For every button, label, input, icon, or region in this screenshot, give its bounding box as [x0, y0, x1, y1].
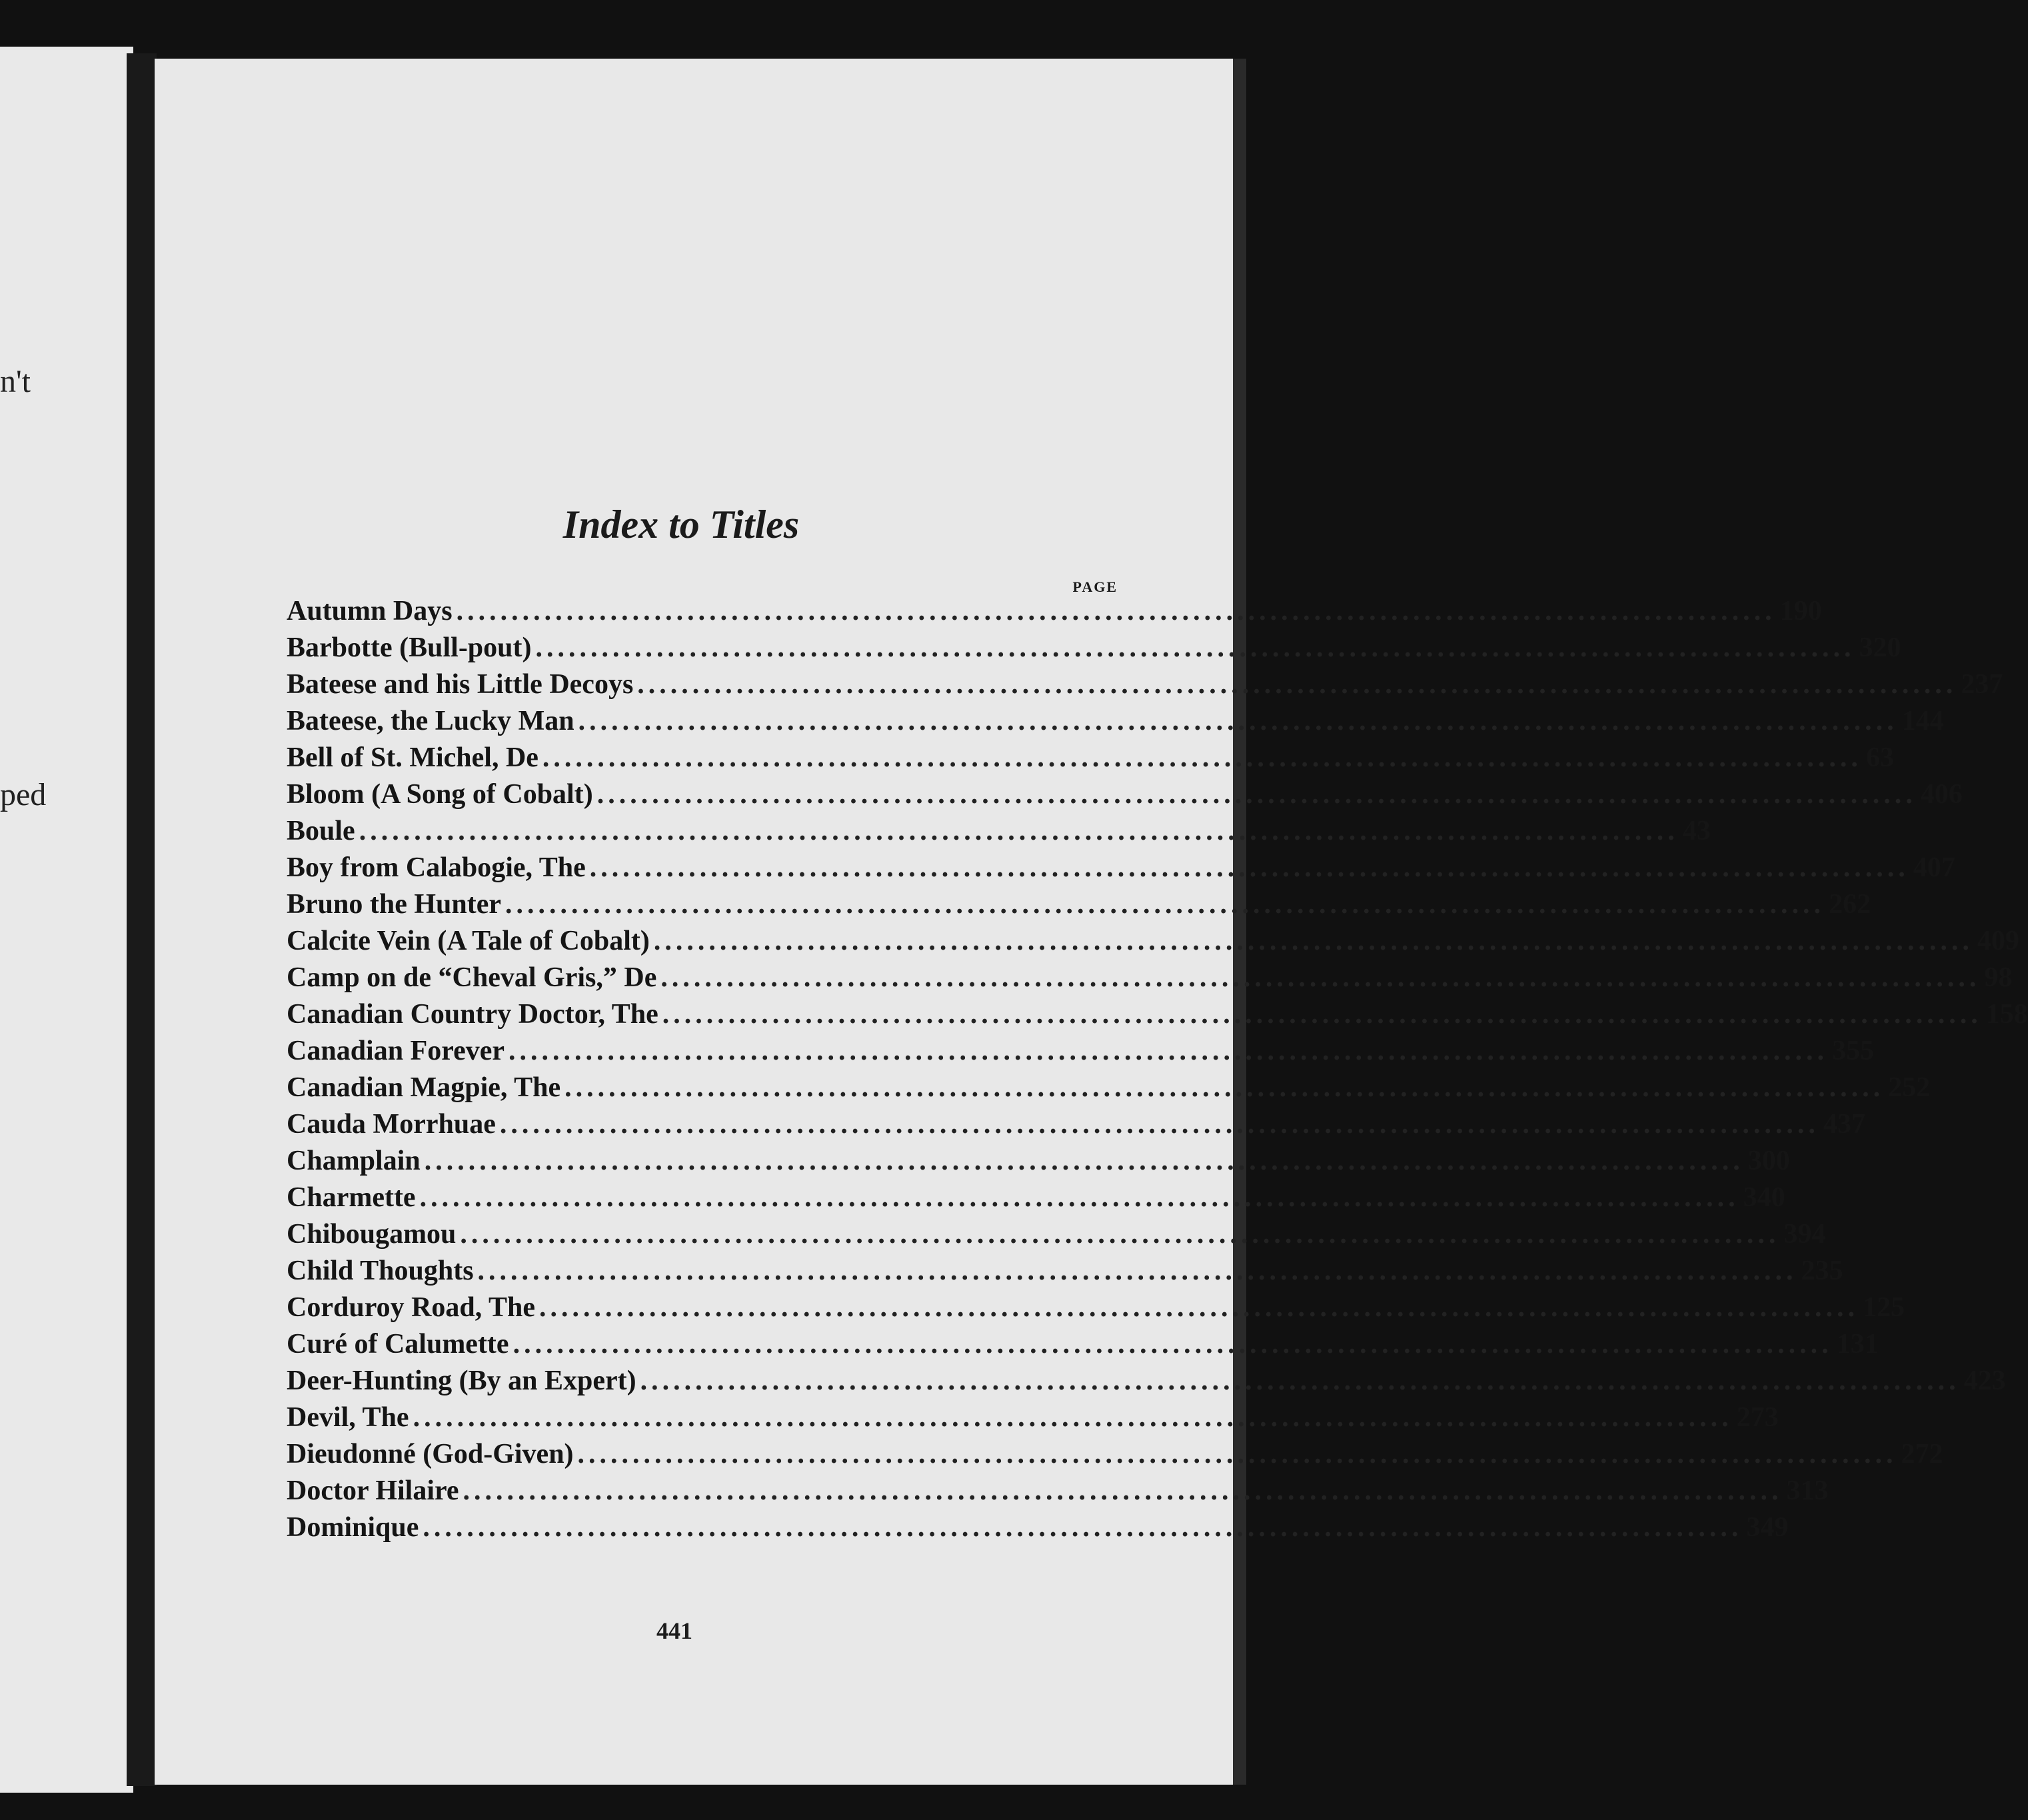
- entry-page-number: 43: [1682, 816, 1711, 846]
- title-index-list: [287, 595, 2028, 1548]
- entry-title: Bell of St. Michel, De: [287, 742, 538, 773]
- entry-title: Boule: [287, 816, 355, 846]
- entry-title: Bateese, the Lucky Man: [287, 706, 574, 736]
- entry-page-number: 409: [1977, 926, 2019, 956]
- entry-title: Dominique: [287, 1512, 419, 1543]
- entry-page-number: 273: [1736, 1402, 1779, 1433]
- entry-title: Calcite Vein (A Tale of Cobalt): [287, 926, 650, 956]
- index-entry: [287, 1108, 1865, 1145]
- index-entry: [287, 962, 2013, 998]
- index-entry: [287, 595, 1822, 632]
- index-entry: [287, 778, 1963, 815]
- entry-title: Child Thoughts: [287, 1256, 474, 1286]
- dot-leader: ........................................................................................................................: [653, 926, 1973, 956]
- dot-leader: ........................................................................................................................: [578, 706, 1898, 736]
- index-entry: [287, 1255, 1843, 1292]
- entry-page-number: 125: [1863, 1292, 1905, 1323]
- index-entry: [287, 815, 1711, 852]
- index-entry: [287, 742, 1894, 778]
- entry-title: Dieudonné (God-Given): [287, 1439, 574, 1469]
- index-entry: [287, 888, 1871, 925]
- entry-title: Bruno the Hunter: [287, 889, 502, 920]
- index-entry: [287, 1401, 1779, 1438]
- entry-title: Deer-Hunting (By an Expert): [287, 1365, 636, 1396]
- dot-leader: ........................................................................................................................: [662, 999, 1982, 1030]
- entry-title: Canadian Country Doctor, The: [287, 999, 658, 1030]
- dot-leader: ........................................................................................................................: [359, 816, 1679, 846]
- dot-leader: ........................................................................................................................: [499, 1109, 1819, 1140]
- left-page: [0, 47, 133, 1793]
- index-entry: [287, 1292, 1905, 1328]
- entry-title: Bateese and his Little Decoys: [287, 669, 634, 700]
- dot-leader: ........................................................................................................................: [512, 1329, 1833, 1360]
- book-spine: [127, 53, 157, 1786]
- entry-page-number: 406: [1920, 779, 1963, 810]
- dot-leader: ........................................................................................................................: [413, 1402, 1733, 1433]
- entry-page-number: 158: [1985, 999, 2028, 1030]
- dot-leader: ........................................................................................................................: [424, 1146, 1744, 1176]
- index-entry: [287, 1035, 1875, 1072]
- entry-page-number: 190: [1779, 596, 1822, 626]
- entry-page-number: 252: [1888, 1072, 1931, 1103]
- index-entry: [287, 1365, 2006, 1401]
- entry-page-number: 313: [1786, 1475, 1829, 1506]
- index-entry: [287, 1145, 1790, 1182]
- entry-page-number: 423: [1963, 1365, 2006, 1396]
- entry-page-number: 63: [1865, 742, 1894, 773]
- dot-leader: ........................................................................................................................: [577, 1439, 1897, 1469]
- dot-leader: ........................................................................................................................: [535, 632, 1855, 663]
- page-title: Index to Titles: [562, 502, 800, 546]
- dot-leader: ........................................................................................................................: [477, 1256, 1797, 1286]
- entry-title: Charmette: [287, 1182, 416, 1213]
- entry-title: Camp on de “Cheval Gris,” De: [287, 962, 657, 993]
- entry-page-number: 272: [1901, 1439, 1943, 1469]
- entry-page-number: 320: [1859, 632, 1901, 663]
- left-page-text-fragment: ped: [0, 777, 47, 812]
- entry-title: Canadian Forever: [287, 1036, 505, 1066]
- index-entry: [287, 1475, 1829, 1511]
- entry-page-number: 98: [1984, 962, 2013, 993]
- right-page: [155, 59, 2028, 1785]
- dot-leader: ........................................................................................................................: [456, 596, 1776, 626]
- dot-leader: ........................................................................................................................: [505, 889, 1825, 920]
- entry-title: Boy from Calabogie, The: [287, 852, 586, 883]
- index-entry: [287, 632, 1901, 668]
- entry-page-number: 340: [1743, 1182, 1785, 1213]
- entry-title: Corduroy Road, The: [287, 1292, 536, 1323]
- entry-page-number: 144: [1901, 706, 1944, 736]
- dot-leader: ........................................................................................................................: [564, 1072, 1885, 1103]
- entry-title: Canadian Magpie, The: [287, 1072, 561, 1103]
- index-entry: [287, 1511, 1789, 1548]
- index-entry: [287, 668, 2003, 705]
- dot-leader: ........................................................................................................................: [463, 1475, 1783, 1506]
- entry-title: Autumn Days: [287, 596, 453, 626]
- dot-leader: ........................................................................................................................: [596, 779, 1917, 810]
- dot-leader: ........................................................................................................................: [640, 1365, 1960, 1396]
- entry-page-number: 262: [1829, 889, 1871, 920]
- entry-title: Devil, The: [287, 1402, 409, 1433]
- dot-leader: ........................................................................................................................: [542, 742, 1862, 773]
- page-column-header: PAGE: [1072, 578, 1118, 595]
- entry-page-number: 394: [1783, 1219, 1826, 1250]
- entry-title: Chibougamou: [287, 1219, 457, 1250]
- dot-leader: ........................................................................................................................: [660, 962, 1981, 993]
- left-page-text-fragment: n't: [0, 364, 31, 399]
- entry-page-number: 407: [1913, 852, 1955, 883]
- entry-title: Curé of Calumette: [287, 1329, 509, 1360]
- dot-leader: ........................................................................................................................: [460, 1219, 1780, 1250]
- entry-page-number: 349: [1746, 1512, 1789, 1543]
- index-entry: [287, 852, 1955, 888]
- index-entry: [287, 925, 2019, 962]
- index-entry: [287, 705, 1944, 742]
- index-entry: [287, 1182, 1785, 1218]
- index-entry: [287, 998, 2028, 1035]
- dot-leader: ........................................................................................................................: [423, 1512, 1743, 1543]
- entry-title: Barbotte (Bull-pout): [287, 632, 532, 663]
- entry-page-number: 235: [1801, 1256, 1843, 1286]
- index-entry: [287, 1438, 1943, 1475]
- entry-page-number: 131: [1836, 1329, 1879, 1360]
- entry-title: Cauda Morrhuae: [287, 1109, 496, 1140]
- index-entry: [287, 1072, 1931, 1108]
- entry-title: Bloom (A Song of Cobalt): [287, 779, 593, 810]
- dot-leader: ........................................................................................................................: [508, 1036, 1829, 1066]
- entry-page-number: 437: [1823, 1109, 1865, 1140]
- index-entry: [287, 1218, 1826, 1255]
- entry-page-number: 237: [1961, 669, 2003, 700]
- entry-page-number: 300: [1747, 1146, 1790, 1176]
- dot-leader: ........................................................................................................................: [637, 669, 1957, 700]
- dot-leader: ........................................................................................................................: [589, 852, 1909, 883]
- page-number: 441: [656, 1617, 692, 1644]
- dot-leader: ........................................................................................................................: [419, 1182, 1739, 1213]
- index-entry: [287, 1328, 1879, 1365]
- entry-page-number: 355: [1832, 1036, 1875, 1066]
- dot-leader: ........................................................................................................................: [539, 1292, 1859, 1323]
- entry-title: Champlain: [287, 1146, 421, 1176]
- entry-title: Doctor Hilaire: [287, 1475, 459, 1506]
